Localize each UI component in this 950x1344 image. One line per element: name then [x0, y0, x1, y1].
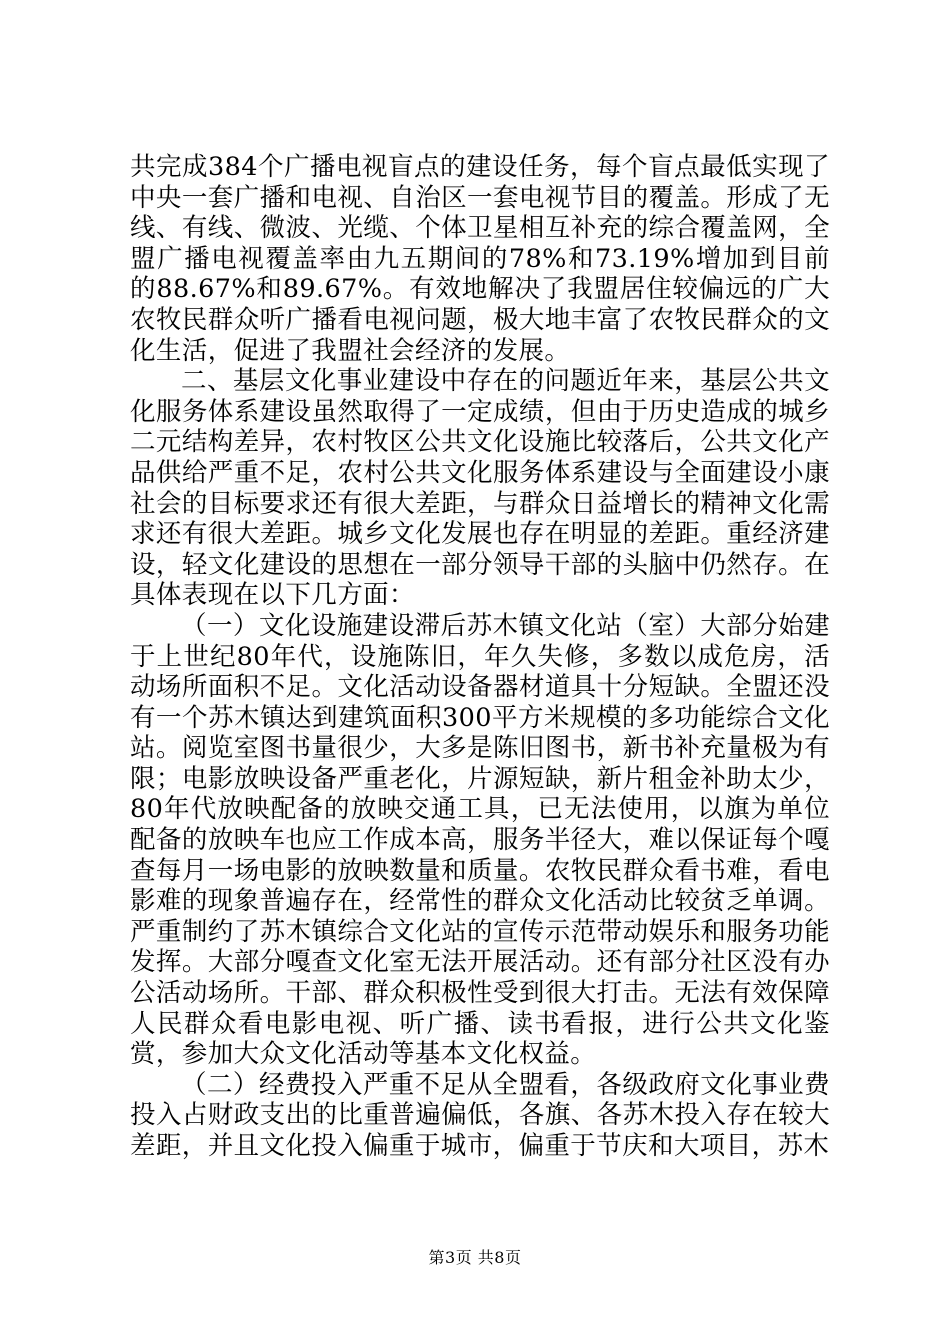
paragraph-funding: （二）经费投入严重不足从全盟看，各级政府文化事业费投入占财政支出的比重普遍偏低，各旗、各苏木投入存在较大差距，并且文化投入偏重于城市，偏重于节庆和大项目，苏木: [130, 1069, 830, 1161]
page-number-footer: 第3页 共8页: [428, 1248, 522, 1267]
document-body: [130, 152, 830, 1162]
paragraph-problems-intro: 二、基层文化事业建设中存在的问题近年来，基层公共文化服务体系建设虽然取得了一定成绩，但由于历史造成的城乡二元结构差异，农村牧区公共文化设施比较落后，公共文化产品供给严重不足，农村公共文化服务体系建设与全面建设小康社会的目标要求还有很大差距，与群众日益增长的精神文化需求还有很大差距。城乡文化发展也存在明显的差距。重经济建设，轻文化建设的思想在一部分领导干部的头脑中仍然存。在具体表现在以下几方面：: [130, 366, 830, 611]
paragraph-facilities: （一）文化设施建设滞后苏木镇文化站（室）大部分始建于上世纪80年代，设施陈旧，年久失修，多数以成危房，活动场所面积不足。文化活动设备器材道具十分短缺。全盟还没有一个苏木镇达到建筑面积300平方米规模的多功能综合文化站。阅览室图书量很少，大多是陈旧图书，新书补充量极为有限；电影放映设备严重老化，片源短缺，新片租金补助太少，80年代放映配备的放映交通工具，已无法使用，以旗为单位配备的放映车也应工作成本高，服务半径大，难以保证每个嘎查每月一场电影的放映数量和质量。农牧民群众看书难，看电影难的现象普遍存在，经常性的群众文化活动比较贫乏单调。严重制约了苏木镇综合文化站的宣传示范带动娱乐和服务功能发挥。大部分嘎查文化室无法开展活动。还有部分社区没有办公活动场所。干部、群众积极性受到很大打击。无法有效保障人民群众看电影电视、听广播、读书看报，进行公共文化鉴赏，参加大众文化活动等基本文化权益。: [130, 610, 830, 1070]
paragraph-coverage: 共完成384个广播电视盲点的建设任务，每个盲点最低实现了中央一套广播和电视、自治区一套电视节目的覆盖。形成了无线、有线、微波、光缆、个体卫星相互补充的综合覆盖网，全盟广播电视覆盖率由九五期间的78%和73.19%增加到目前的88.67%和89.67%。有效地解决了我盟居住较偏远的广大农牧民群众听广播看电视问题，极大地丰富了农牧民群众的文化生活，促进了我盟社会经济的发展。: [130, 152, 830, 366]
